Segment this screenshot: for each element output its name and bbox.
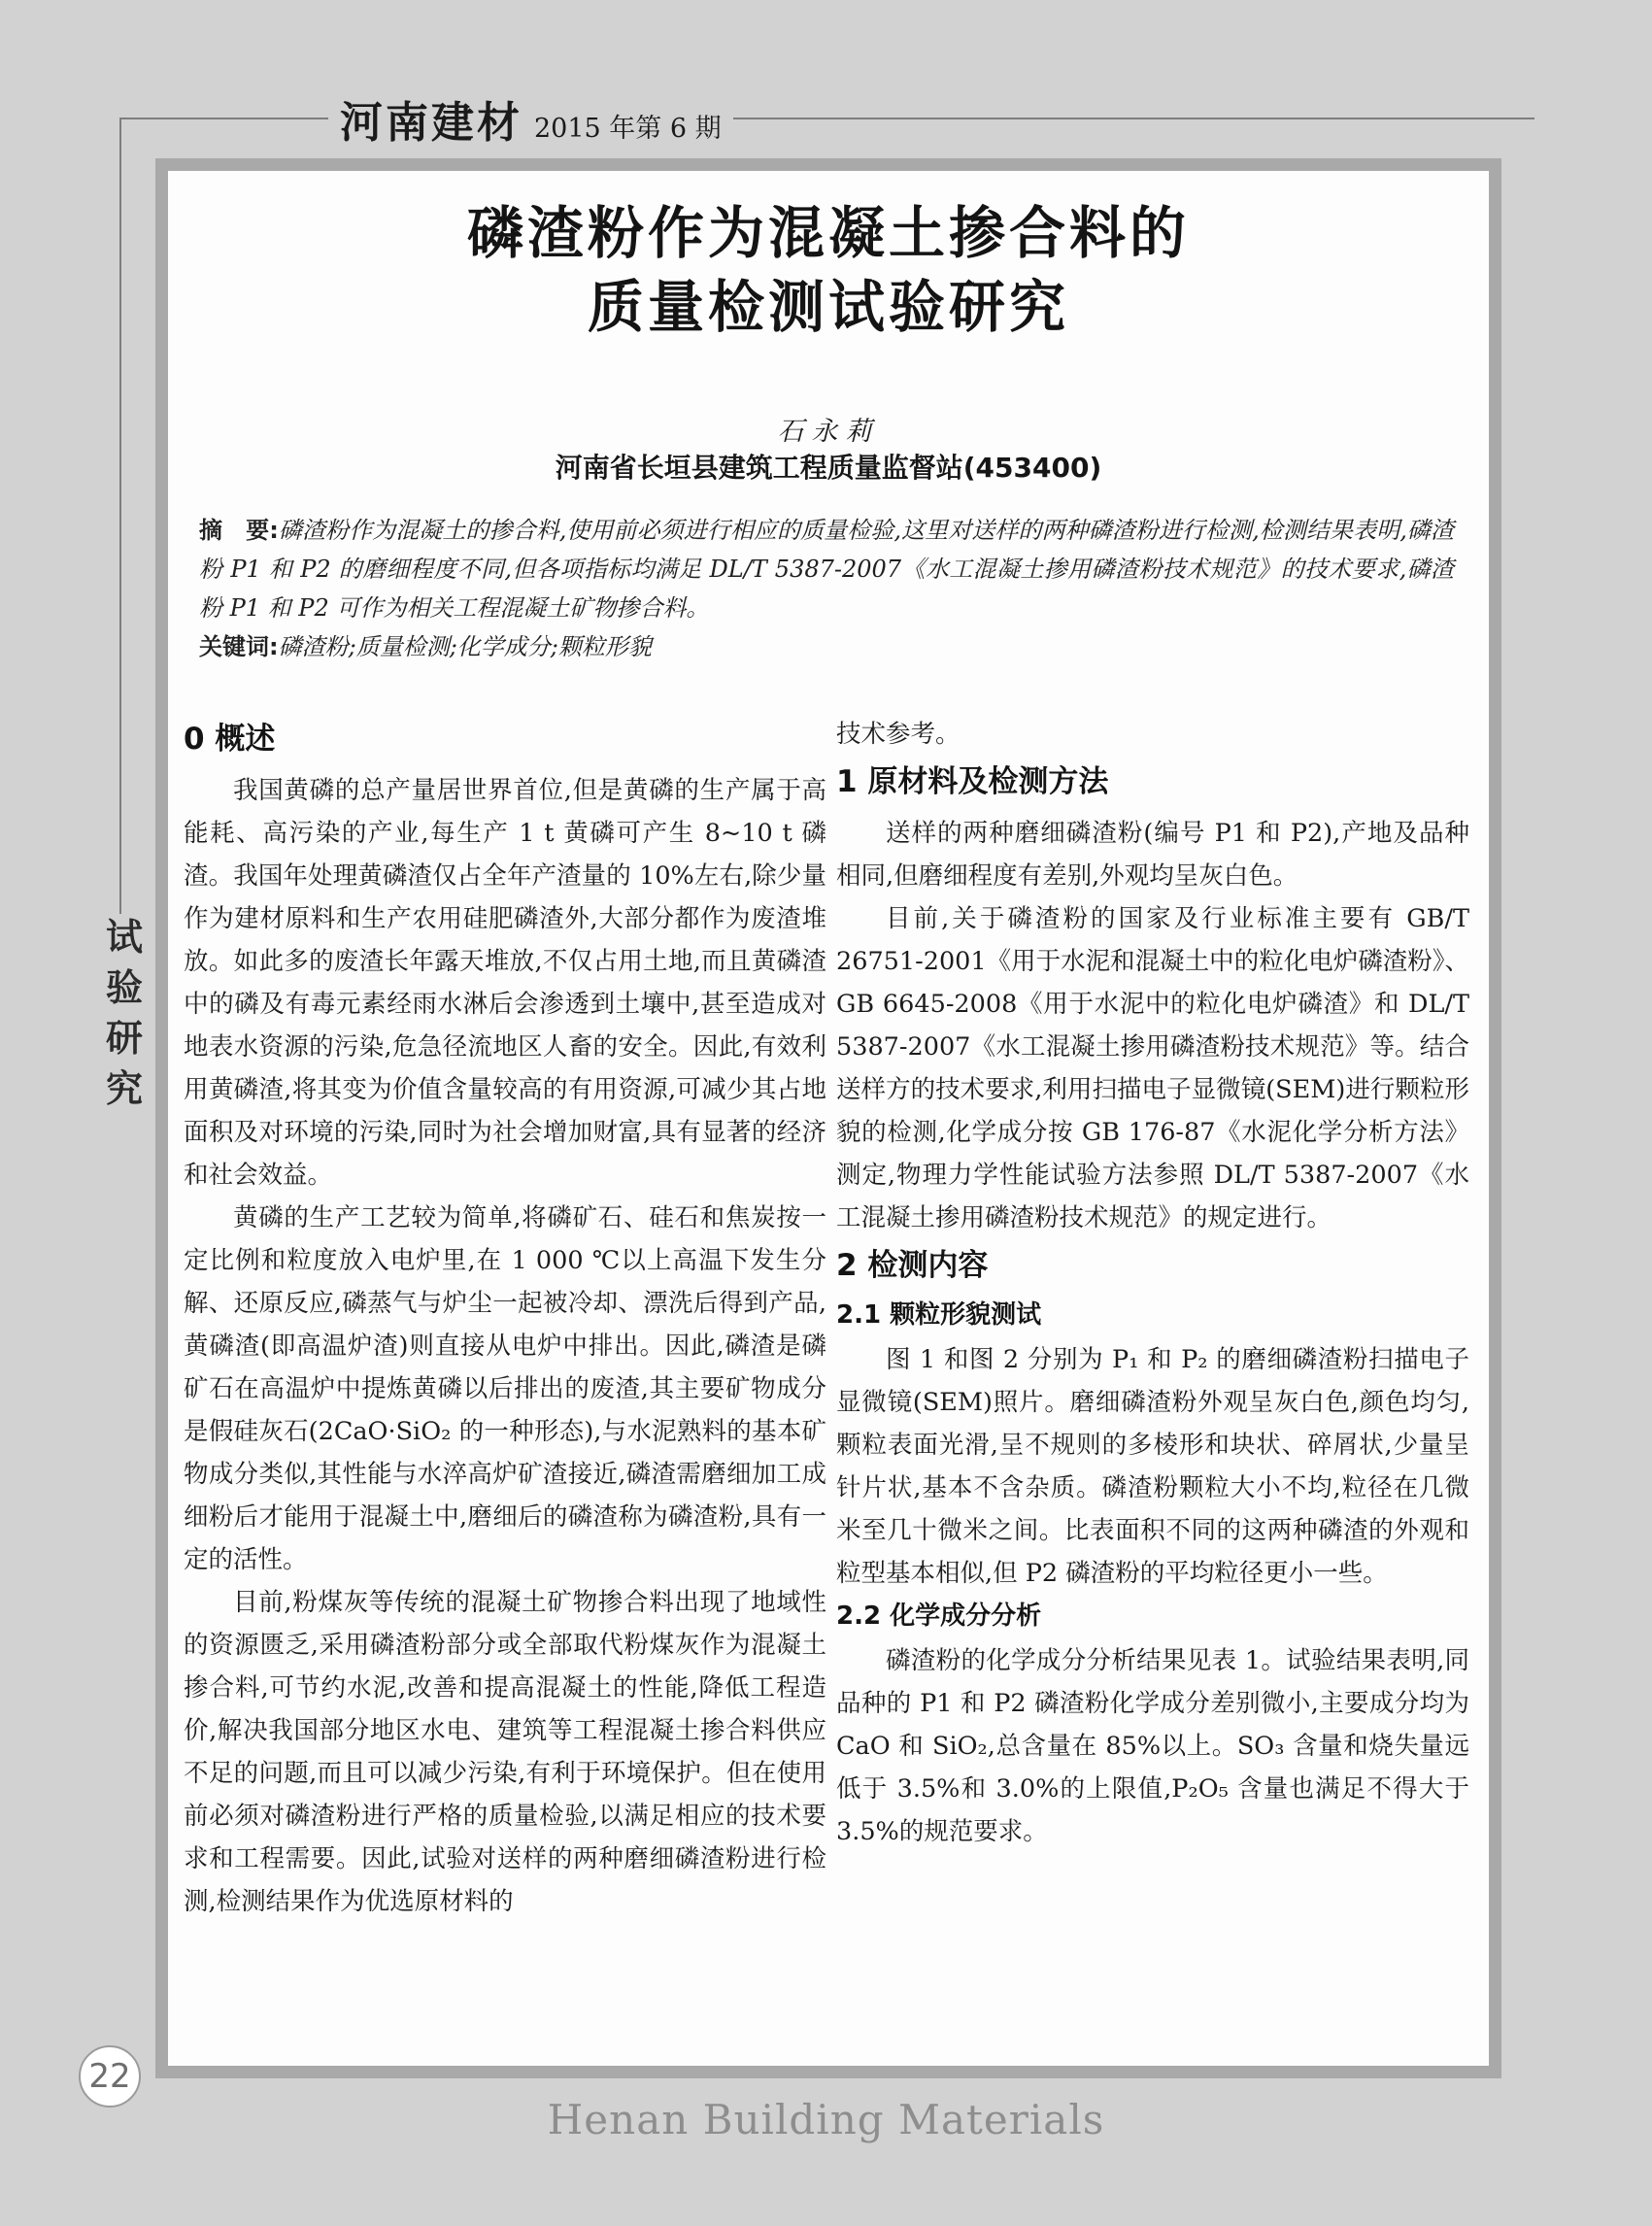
journal-header xyxy=(328,87,733,150)
right-column xyxy=(836,713,1469,1853)
paragraph-overview-2: 黄磷的生产工艺较为简单,将磷矿石、硅石和焦炭按一定比例和粒度放入电炉里,在 1 000 ℃以上高温下发生分解、还原反应,磷蒸气与炉尘一起被冷却、漂洗后得到产品,黄磷渣(即高温炉渣)则直接从电炉中排出。因此,磷渣是磷矿石在高温炉中提炼黄磷以后排出的废渣,其主要矿物成分是假硅灰石(2CaO·SiO₂ 的一种形态),与水泥熟料的基本矿物成分类似,其性能与水淬高炉矿渣接近,磷渣需磨细加工成细粉后才能用于混凝土中,磨细后的磷渣称为磷渣粉,具有一定的活性。 xyxy=(184,1203,826,1574)
paragraph-morphology: 图 1 和图 2 分别为 P₁ 和 P₂ 的磨细磷渣粉扫描电子显微镜(SEM)照片。磨细磷渣粉外观呈灰白色,颜色均匀,颗粒表面光滑,呈不规则的多棱形和块状、碎屑状,少量呈针片状,基本不含杂质。磷渣粉颗粒大小不均,粒径在几微米至几十微米之间。比表面积不同的这两种磷渣的外观和粒型基本相似,但 P2 磷渣粉的平均粒径更小一些。 xyxy=(836,1345,1469,1588)
paragraph-overview-3: 目前,粉煤灰等传统的混凝土矿物掺合料出现了地域性的资源匮乏,采用磷渣粉部分或全部取代粉煤灰作为混凝土掺合料,可节约水泥,改善和提高混凝土的性能,降低工程造价,解决我国部分地区水电、建筑等工程混凝土掺合料供应不足的问题,而且可以减少污染,有利于环境保护。但在使用前必须对磷渣粉进行严格的质量检验,以满足相应的技术要求和工程需要。因此,试验对送样的两种磨细磷渣粉进行检测,检测结果作为优选原材料的 xyxy=(184,1588,826,1916)
page-number: 22 xyxy=(88,2057,131,2096)
sidebar-char-1: 试 xyxy=(105,915,143,959)
paragraph-chemical: 磷渣粉的化学成分分析结果见表 1。试验结果表明,同品种的 P1 和 P2 磷渣粉化学成分差别微小,主要成分均为 CaO 和 SiO₂,总含量在 85%以上。SO₃ 含量和烧失量远低于 3.5%和 3.0%的上限值,P₂O₅ 含量也满足不得大于 3.5%的规范要求。 xyxy=(836,1646,1469,1846)
left-margin-rule xyxy=(119,118,121,914)
abstract-text: 磷渣粉作为混凝土的掺合料,使用前必须进行相应的质量检验,这里对送样的两种磷渣粉进行检测,检测结果表明,磷渣粉 P1 和 P2 的磨细程度不同,但各项指标均满足 DL/T 5387-2007《水工混凝土掺用磷渣粉技术规范》的技术要求,磷渣粉 P1 和 P2 可作为相关工程混凝土矿物掺合料。 xyxy=(199,517,1454,622)
article-title-line1: 磷渣粉作为混凝土掺合料的 xyxy=(466,200,1190,266)
keywords-paragraph xyxy=(199,627,1454,666)
journal-name-english: Henan Building Materials xyxy=(547,2096,1105,2143)
section-label-vertical xyxy=(97,915,152,1110)
paragraph-continuation: 技术参考。 xyxy=(836,720,961,749)
heading-raw-materials: 1 原材料及检测方法 xyxy=(836,764,1109,799)
keywords-text: 磷渣粉;质量检测;化学成分;颗粒形貌 xyxy=(278,633,652,660)
author-affiliation: 河南省长垣县建筑工程质量监督站(453400) xyxy=(555,452,1102,484)
abstract-label: 摘 要: xyxy=(199,517,279,544)
journal-name: 河南建材 xyxy=(340,98,523,148)
article-title-line2: 质量检测试验研究 xyxy=(587,274,1069,340)
abstract-block xyxy=(199,511,1454,666)
paragraph-overview-1: 我国黄磷的总产量居世界首位,但是黄磷的生产属于高能耗、高污染的产业,每生产 1 t 黄磷可产生 8~10 t 磷渣。我国年处理黄磷渣仅占全年产渣量的 10%左右,除少量作为建材原料和生产农用硅肥磷渣外,大部分都作为废渣堆放。如此多的废渣长年露天堆放,不仅占用土地,而且黄磷渣中的磷及有毒元素经雨水淋后会渗透到土壤中,甚至造成对地表水资源的污染,危急径流地区人畜的安全。因此,有效利用黄磷渣,将其变为价值含量较高的有用资源,可减少其占地面积及对环境的污染,同时为社会增加财富,具有显著的经济和社会效益。 xyxy=(184,776,826,1190)
heading-particle-morphology: 2.1 颗粒形貌测试 xyxy=(836,1300,1042,1330)
author-name: 石永莉 xyxy=(777,417,880,447)
paragraph-standards: 目前,关于磷渣粉的国家及行业标准主要有 GB/T 26751-2001《用于水泥和混凝土中的粒化电炉磷渣粉》、GB 6645-2008《用于水泥中的粒化电炉磷渣》和 DL/T 5387-2007《水工混凝土掺用磷渣粉技术规范》等。结合送样方的技术要求,利用扫描电子显微镜(SEM)进行颗粒形貌的检测,化学成分按 GB 176-87《水泥化学分析方法》测定,物理力学性能试验方法参照 DL/T 5387-2007《水工混凝土掺用磷渣粉技术规范》的规定进行。 xyxy=(836,904,1469,1232)
sidebar-char-4: 究 xyxy=(105,1066,143,1110)
keywords-label: 关键词: xyxy=(199,633,279,660)
sidebar-char-3: 研 xyxy=(105,1016,143,1060)
article-title xyxy=(168,196,1489,344)
heading-overview: 0 概述 xyxy=(184,722,276,757)
heading-test-content: 2 检测内容 xyxy=(836,1248,989,1283)
sidebar-char-2: 验 xyxy=(105,965,143,1009)
paragraph-materials: 送样的两种磨细磷渣粉(编号 P1 和 P2),产地及品种相同,但磨细程度有差别,外观均呈灰白色。 xyxy=(836,819,1469,891)
article-card xyxy=(155,158,1501,2078)
left-column xyxy=(184,713,826,1923)
abstract-paragraph xyxy=(199,511,1454,627)
journal-issue: 2015 年第 6 期 xyxy=(534,114,722,144)
heading-chemical-analysis: 2.2 化学成分分析 xyxy=(836,1602,1042,1631)
